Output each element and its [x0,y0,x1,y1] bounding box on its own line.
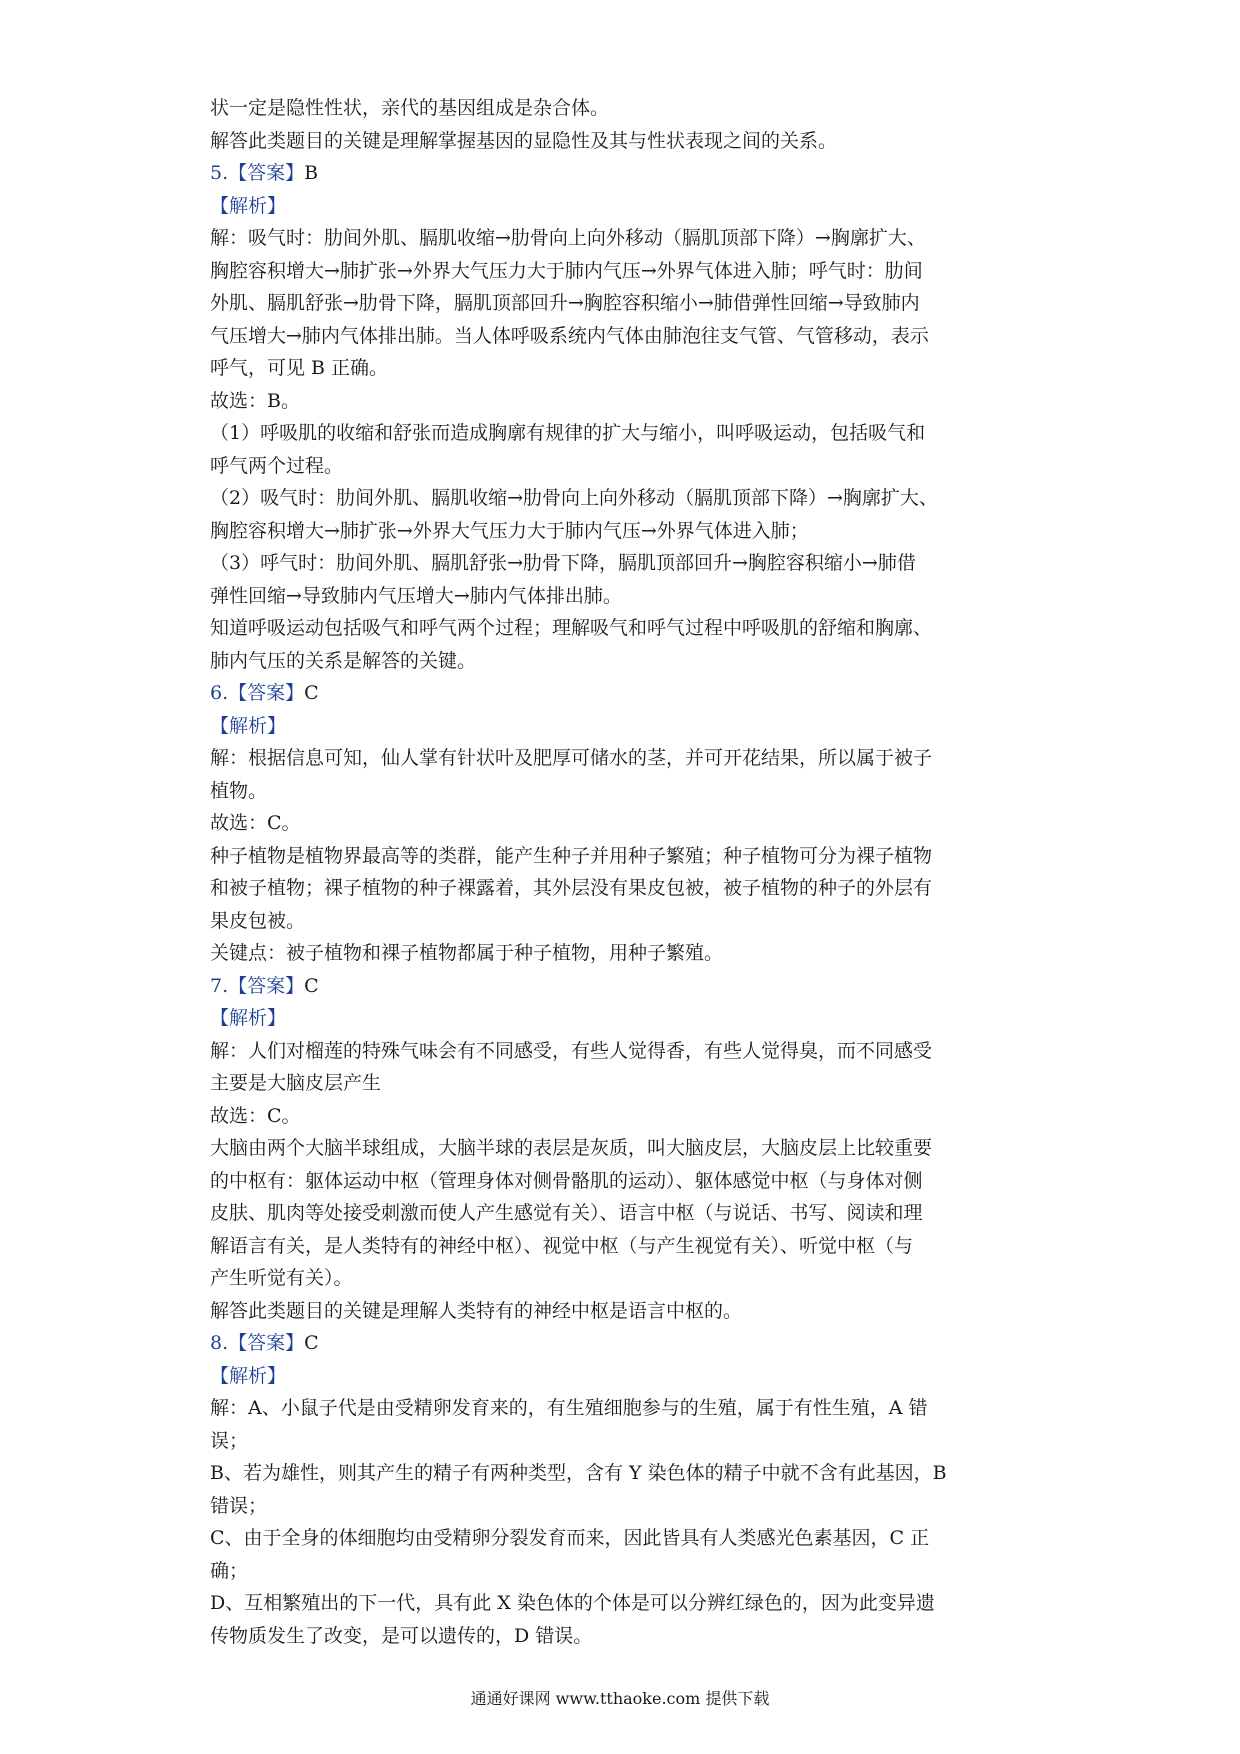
analysis-heading [210,190,1045,223]
answer-value: C [304,682,319,704]
body-text-line: 解：吸气时：肋间外肌、膈肌收缩→肋骨向上向外移动（膈肌顶部下降）→胸廓扩大、 [210,227,926,249]
body-text-line: 皮肤、肌肉等处接受刺激而使人产生感觉有关）、语言中枢（与说话、书写、阅读和理 [210,1202,923,1224]
body-text-line: （2）吸气时：肋间外肌、膈肌收缩→肋骨向上向外移动（膈肌顶部下降）→胸廓扩大、 [210,487,938,509]
body-text-line: 解答此类题目的关键是理解人类特有的神经中枢是语言中枢的。 [210,1299,743,1322]
body-text-line: 故选：C。 [210,1104,301,1127]
body-text-line: 大脑由两个大脑半球组成，大脑半球的表层是灰质，叫大脑皮层，大脑皮层上比较重要 [210,1137,933,1159]
answer-tag: 【答案】 [228,162,305,184]
document-body [210,92,1045,1652]
body-text-line: 确； [210,1559,249,1582]
body-text-line: 解语言有关，是人类特有的神经中枢）、视觉中枢（与产生视觉有关）、听觉中枢（与 [210,1234,914,1257]
answer-value: C [304,974,319,997]
body-text-line: 错误； [210,1494,268,1517]
analysis-tag: 【解析】 [210,1007,287,1029]
body-text-line: 和被子植物；裸子植物的种子裸露着，其外层没有果皮包被，被子植物的种子的外层有 [210,877,933,899]
body-text-line: 状一定是隐性性状，亲代的基因组成是杂合体。 [210,97,610,119]
body-text-line: 解：根据信息可知，仙人掌有针状叶及肥厚可储水的茎，并可开花结果，所以属于被子 [210,747,933,769]
body-text-line: D、互相繁殖出的下一代，具有此 X 染色体的个体是可以分辨红绿色的，因为此变异遗 [210,1592,935,1614]
answer-tag: 【答案】 [228,974,305,997]
body-text-line: 主要是大脑皮层产生 [210,1072,382,1094]
body-text-line: 呼气两个过程。 [210,454,344,477]
page-footer: 通通好课网 www.tthaoke.com 提供下载 [470,1689,770,1708]
analysis-tag: 【解析】 [210,714,287,737]
answer-tag: 【答案】 [228,1332,305,1354]
answer-heading [210,157,1045,190]
body-text-line: 解答此类题目的关键是理解掌握基因的显隐性及其与性状表现之间的关系。 [210,129,838,152]
answer-heading [210,970,1045,1003]
body-text-line: （3）呼气时：肋间外肌、膈肌舒张→肋骨下降，膈肌顶部回升→胸腔容积缩小→肺借 [210,552,916,574]
body-text-line: 知道呼吸运动包括吸气和呼气两个过程；理解吸气和呼气过程中呼吸肌的舒缩和胸廓、 [210,617,933,639]
body-text-line: 误； [210,1429,249,1452]
body-text-line: 肺内气压的关系是解答的关键。 [210,649,477,672]
body-text-line: 产生听觉有关）。 [210,1267,353,1289]
body-text-line: 解：A、小鼠子代是由受精卵发育来的，有生殖细胞参与的生殖，属于有性生殖，A 错 [210,1397,928,1419]
body-text-line: 植物。 [210,779,268,802]
body-text-line: 解：人们对榴莲的特殊气味会有不同感受，有些人觉得香，有些人觉得臭，而不同感受 [210,1039,933,1062]
body-text-line: C、由于全身的体细胞均由受精卵分裂发育而来，因此皆具有人类感光色素基因，C 正 [210,1527,930,1549]
body-text-line: 种子植物是植物界最高等的类群，能产生种子并用种子繁殖；种子植物可分为裸子植物 [210,844,933,867]
body-text-line: 故选：B。 [210,389,300,412]
answer-value: B [304,162,319,184]
body-text-line: 气压增大→肺内气体排出肺。当人体呼吸系统内气体由肺泡往支气管、气管移动，表示 [210,324,929,347]
answer-tag: 【答案】 [228,682,305,704]
question-number: 6. [210,682,229,704]
body-text-line: 关键点：被子植物和裸子植物都属于种子植物，用种子繁殖。 [210,942,724,964]
body-text-line: 故选：C。 [210,812,301,834]
body-text-line: 传物质发生了改变，是可以遗传的，D 错误。 [210,1624,593,1647]
question-number: 5. [210,162,229,184]
analysis-heading [210,1360,1045,1393]
question-number: 8. [210,1332,229,1354]
analysis-heading [210,1002,1045,1035]
body-text-line: 弹性回缩→导致肺内气压增大→肺内气体排出肺。 [210,584,622,607]
answer-heading [210,1327,1045,1360]
answer-value: C [304,1332,319,1354]
body-text-line: 呼气，可见 B 正确。 [210,357,389,379]
body-text-line: B、若为雄性，则其产生的精子有两种类型，含有 Y 染色体的精子中就不含有此基因，B [210,1462,947,1484]
analysis-tag: 【解析】 [210,194,287,217]
question-number: 7. [210,974,229,997]
body-text-line: 外肌、膈肌舒张→肋骨下降，膈肌顶部回升→胸腔容积缩小→肺借弹性回缩→导致肺内 [210,292,920,314]
body-text-line: （1）呼吸肌的收缩和舒张而造成胸廓有规律的扩大与缩小，叫呼吸运动，包括吸气和 [210,422,926,444]
analysis-heading [210,710,1045,743]
body-text-line: 胸腔容积增大→肺扩张→外界大气压力大于肺内气压→外界气体进入肺；呼气时：肋间 [210,259,923,282]
body-text-line: 果皮包被。 [210,909,306,932]
answer-heading [210,677,1045,710]
body-text-line: 胸腔容积增大→肺扩张→外界大气压力大于肺内气压→外界气体进入肺； [210,519,809,542]
analysis-tag: 【解析】 [210,1364,287,1387]
body-text-line: 的中枢有：躯体运动中枢（管理身体对侧骨骼肌的运动）、躯体感觉中枢（与身体对侧 [210,1169,923,1192]
